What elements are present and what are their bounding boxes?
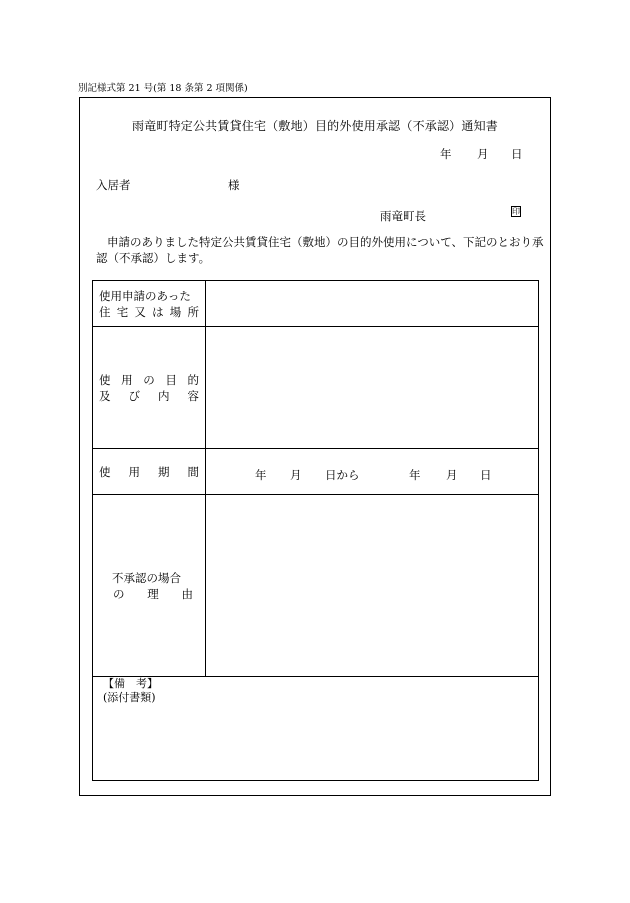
row2-label-line2 [93,388,205,404]
label-char: 使 [99,373,111,387]
row1-label-line1: 使用申請のあった [99,289,191,303]
remarks-note: (添付書類) [103,691,156,704]
row1-label [93,288,205,320]
label-char: 用 [128,465,140,479]
label-char: 所 [187,305,199,319]
row4-label-line2 [93,586,205,602]
recipient-honorific: 様 [228,178,240,192]
row-divider [93,448,538,449]
period-start-year: 年 [255,468,267,482]
recipient-label: 入居者 [96,178,131,192]
row2-label-line1 [93,372,205,388]
form-number: 別記様式第 21 号(第 18 条第 2 項関係) [78,83,248,94]
label-column-divider [205,281,206,676]
row-divider [93,326,538,327]
label-char: は [152,305,164,319]
remarks-section [103,677,158,705]
period-start-day: 日から [325,468,360,482]
label-char: 期 [158,465,170,479]
approval-table [92,280,539,781]
body-text: 申請のありました特定公共賃貸住宅（敷地）の目的外使用について、下記のとおり承認（不承認）します。 [96,235,544,265]
period-end-month: 月 [446,468,458,482]
row3-label-line [93,464,205,480]
label-char: 用 [121,373,133,387]
date-day: 日 [511,147,523,161]
label-char: 由 [181,587,193,601]
label-char: 住 [99,305,111,319]
issuer-name: 雨竜町長 [380,209,426,223]
date-year: 年 [440,147,452,161]
label-char: 内 [158,389,170,403]
label-char: 使 [99,465,111,479]
row-divider [93,494,538,495]
label-char: 及 [99,389,111,403]
label-char: 宅 [116,305,129,319]
label-char: 的 [187,373,199,387]
period-end-day: 日 [480,468,492,482]
document-title: 雨竜町特定公共賃貸住宅（敷地）目的外使用承認（不承認）通知書 [131,119,498,133]
row-divider [93,676,538,677]
row4-label [93,570,205,602]
period-end-year: 年 [409,468,421,482]
label-char: 間 [187,465,199,479]
row1-label-line2 [93,304,205,320]
label-char: び [128,389,140,403]
label-char: 又 [134,305,146,319]
label-char: 目 [165,373,177,387]
remarks-title: 【備 考】 [103,677,158,690]
row3-label [93,464,205,480]
date-month: 月 [477,147,489,161]
row4-label-line1: 不承認の場合 [112,571,181,585]
label-char: の [143,373,155,387]
label-char: 理 [147,587,159,601]
label-char: の [113,587,125,601]
label-char: 容 [187,389,199,403]
seal-mark: 印 [512,207,520,216]
period-start-month: 月 [290,468,302,482]
row2-label [93,372,205,404]
label-char: 場 [169,305,182,319]
